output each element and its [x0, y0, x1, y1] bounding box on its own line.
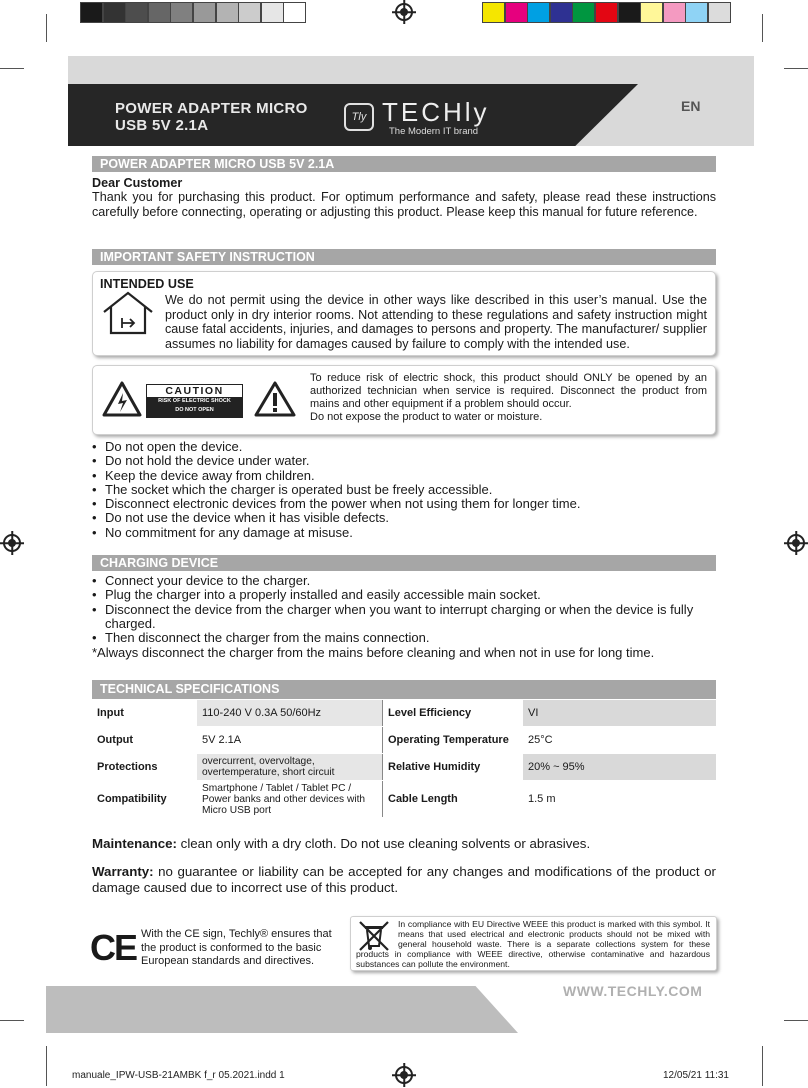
list-item: • Connect your device to the charger.: [92, 574, 716, 588]
registration-mark-right: [787, 534, 805, 552]
house-icon: [102, 290, 154, 336]
ce-mark-icon: CE: [90, 927, 137, 968]
color-swatch: [685, 2, 708, 23]
color-swatch: [505, 2, 528, 23]
gray-swatch: [80, 2, 103, 23]
gray-swatch: [238, 2, 261, 23]
color-swatch: [550, 2, 573, 23]
color-swatch: [640, 2, 663, 23]
gray-swatch: [103, 2, 126, 23]
techly-logo: TECHly: [382, 97, 490, 127]
crop-mark: [762, 1046, 763, 1086]
section-bar-specs: TECHNICAL SPECIFICATIONS: [92, 680, 716, 699]
color-swatch: [663, 2, 686, 23]
ce-text: With the CE sign, Techly® ensures that the product is conformed to the basic European standards and directives.: [141, 928, 332, 967]
list-item: • Then disconnect the charger from the mains connection.: [92, 631, 716, 645]
intended-use-title: INTENDED USE: [100, 277, 194, 291]
crop-mark: [46, 14, 47, 42]
color-swatch: [708, 2, 731, 23]
spec-key: Compatibility: [92, 781, 197, 818]
crop-mark: [46, 1046, 47, 1086]
spec-value: 20% ~ 95%: [523, 754, 716, 781]
table-row: [92, 700, 716, 727]
crop-mark: [784, 1020, 808, 1021]
list-item: • Do not use the device when it has visible defects.: [92, 511, 716, 525]
gray-swatch: [148, 2, 171, 23]
table-row: [92, 727, 716, 754]
section-bar-intro: POWER ADAPTER MICRO USB 5V 2.1A: [92, 156, 716, 172]
techly-logo-icon: Tly: [344, 103, 374, 131]
color-swatch: [527, 2, 550, 23]
crop-mark: [0, 68, 24, 69]
charging-note: *Always disconnect the charger from the mains before cleaning and when not in use for long time.: [92, 645, 655, 660]
section-bar-safety: IMPORTANT SAFETY INSTRUCTION: [92, 249, 716, 265]
registration-mark-left: [3, 534, 21, 552]
spec-key: Output: [92, 727, 197, 754]
spec-value: 25°C: [523, 727, 716, 754]
list-item: • Do not open the device.: [92, 440, 716, 454]
website-link[interactable]: WWW.TECHLY.COM: [563, 983, 703, 999]
spec-value: Smartphone / Tablet / Tablet PC / Power banks and other devices with Micro USB port: [197, 781, 383, 818]
list-item: • Do not hold the device under water.: [92, 454, 716, 468]
exclamation-warning-icon: [254, 381, 296, 417]
list-item: • No commitment for any damage at misuse.: [92, 526, 716, 540]
electric-shock-warning-icon: [102, 381, 142, 417]
list-item: • The socket which the charger is operated bust be freely accessible.: [92, 483, 716, 497]
spec-key: Protections: [92, 754, 197, 781]
spec-key: Input: [92, 700, 197, 727]
caution-label: CAUTION RISK OF ELECTRIC SHOCK DO NOT OPEN: [146, 384, 243, 418]
header-title: POWER ADAPTER MICRO USB 5V 2.1A: [115, 100, 308, 134]
gray-swatch: [125, 2, 148, 23]
spec-value: VI: [523, 700, 716, 727]
spec-value: 1.5 m: [523, 781, 716, 818]
table-row: [92, 781, 716, 818]
spec-key: Relative Humidity: [383, 754, 524, 781]
list-item: • Disconnect electronic devices from the power when not using them for longer time.: [92, 497, 716, 511]
maintenance-text: Maintenance: clean only with a dry cloth. Do not use cleaning solvents or abrasives.: [92, 836, 591, 851]
crop-mark: [0, 1020, 24, 1021]
spec-key: Operating Temperature: [383, 727, 524, 754]
gray-swatch: [283, 2, 306, 23]
list-item: • Plug the charger into a properly installed and easily accessible main socket.: [92, 588, 716, 602]
gray-swatch: [193, 2, 216, 23]
footer-band: [46, 986, 518, 1033]
gray-swatch: [261, 2, 284, 23]
charging-bullets: [92, 574, 716, 645]
weee-text: In compliance with EU Directive WEEE this product is marked with this symbol. It means that used electrical and electronic products should not be mixed with general household waste. There is a separate collections system for these products in compliance with WEEE directive, otherwise contaminative and hazardous substances can pollute the environment.: [356, 919, 710, 969]
crop-mark: [784, 68, 808, 69]
spec-value: 110-240 V 0.3A 50/60Hz: [197, 700, 383, 727]
logo-tagline: The Modern IT brand: [389, 126, 479, 137]
table-row: [92, 754, 716, 781]
caution-text: To reduce risk of electric shock, this product should ONLY be opened by an authorized technician when service is required. Disconnect the product from mains and other equipment if a problem should occur. Do not expose the product to water or moisture.: [310, 372, 707, 423]
spec-key: Level Efficiency: [383, 700, 524, 727]
list-item: • Disconnect the device from the charger when you want to interrupt charging or when the device is fully charged.: [92, 603, 716, 632]
registration-mark-top: [395, 3, 413, 21]
gray-swatch: [216, 2, 239, 23]
color-swatch: [595, 2, 618, 23]
color-swatch: [572, 2, 595, 23]
print-date: 12/05/21 11:31: [663, 1070, 729, 1081]
section-bar-charging: CHARGING DEVICE: [92, 555, 716, 571]
spec-value: overcurrent, overvoltage, overtemperature, short circuit: [197, 754, 383, 781]
crop-mark: [762, 14, 763, 42]
gray-swatch: [170, 2, 193, 23]
color-swatch: [482, 2, 505, 23]
greeting: Dear Customer: [92, 176, 183, 190]
spec-table: [92, 700, 716, 818]
spec-key: Cable Length: [383, 781, 524, 818]
intro-paragraph: Thank you for purchasing this product. For optimum performance and safety, please read these instructions carefully before connecting, operating or adjusting this product. Please keep this manual for future reference.: [92, 190, 716, 219]
color-swatch: [618, 2, 641, 23]
registration-mark-bottom: [395, 1066, 413, 1084]
language-code: EN: [681, 98, 701, 114]
spec-value: 5V 2.1A: [197, 727, 383, 754]
warranty-text: Warranty: no guarantee or liability can be accepted for any changes and modifications of the product or damage caused due to incorrect use of this product.: [92, 864, 716, 895]
intended-use-text: We do not permit using the device in other ways like described in this user’s manual. Use the product only in dry interior rooms. Not attending to these regulations and safety instruction might cause fatal accidents, injuries, and damages to persons and property. The manufacturer/ supplier assumes no liability for damages caused by failure to comply with the intended use.: [165, 293, 707, 351]
list-item: • Keep the device away from children.: [92, 469, 716, 483]
safety-bullets: [92, 440, 716, 540]
print-file-name: manuale_IPW-USB-21AMBK f_r 05.2021.indd 1: [72, 1070, 285, 1081]
